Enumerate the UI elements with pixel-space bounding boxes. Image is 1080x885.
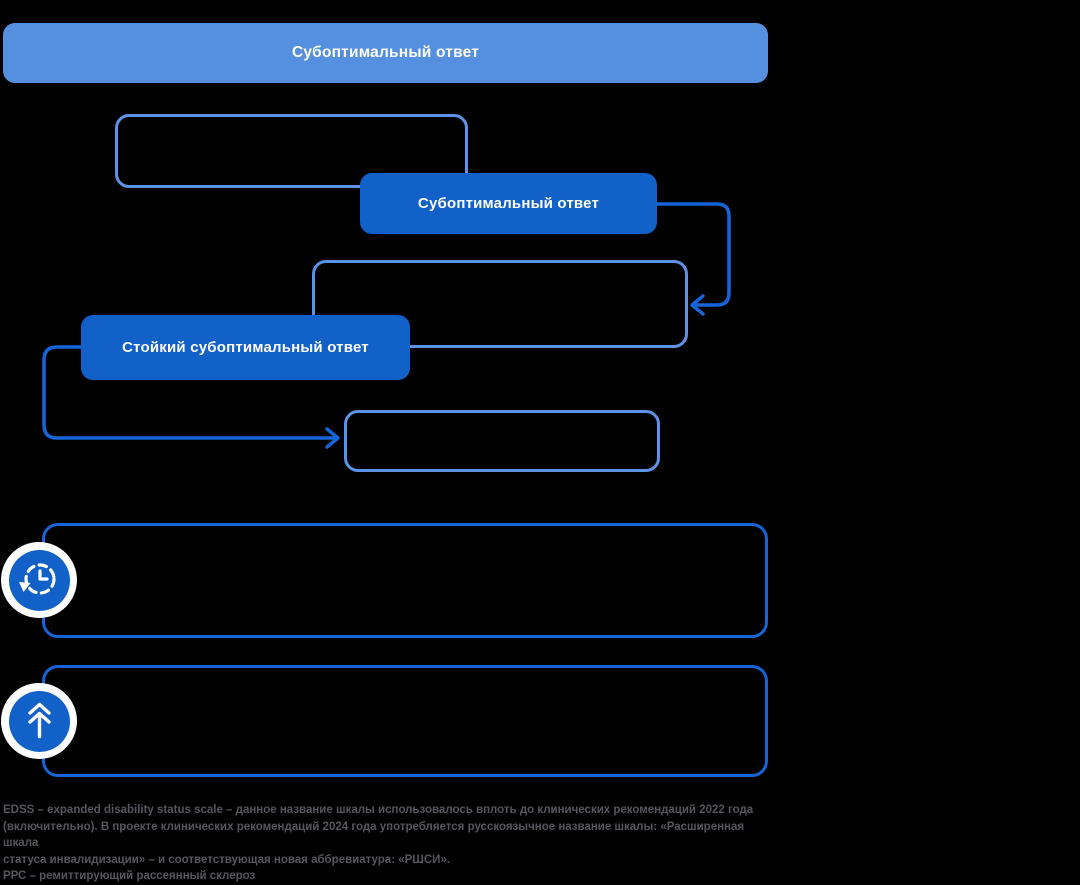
- footnote-edss-line-1: EDSS – expanded disability status scale – данное название шкалы использовалось вплоть до клинических рекомендаций 2022 года: [3, 804, 754, 816]
- connector-arrowhead-left-icon: [692, 296, 703, 314]
- footnote-edss-line-2: (включительно). В проекте клинических рекомендаций 2024 года употребляется русскоязычное название шкалы: «Расширенная шкала: [3, 820, 745, 849]
- persistent-suboptimal-response-box: [81, 315, 410, 380]
- footnotes: [3, 802, 763, 885]
- note-outline-box-1: [42, 523, 768, 638]
- history-clock-icon-disc: [9, 550, 70, 611]
- suboptimal-response-box: [360, 173, 657, 234]
- upgrade-arrow-icon: [1, 683, 77, 759]
- history-clock-icon: [1, 542, 77, 618]
- empty-outline-box-3: [344, 410, 660, 472]
- footnote-edss-line-3: статуса инвалидизации» – и соответствующая новая аббревиатура: «РШСИ».: [3, 853, 451, 866]
- suboptimal-response-label: Субоптимальный ответ: [417, 195, 600, 212]
- upgrade-arrow-icon-disc: [9, 691, 70, 752]
- persistent-suboptimal-response-label: Стойкий субоптимальный ответ: [122, 339, 369, 356]
- connector-arrowhead-right-icon: [327, 429, 338, 447]
- banner-suboptimal-response: [3, 23, 768, 83]
- banner-label: Субоптимальный ответ: [291, 44, 480, 61]
- footnote-rrs-line: РРС – ремиттирующий рассеянный склероз: [3, 870, 256, 882]
- note-outline-box-2: [42, 665, 768, 777]
